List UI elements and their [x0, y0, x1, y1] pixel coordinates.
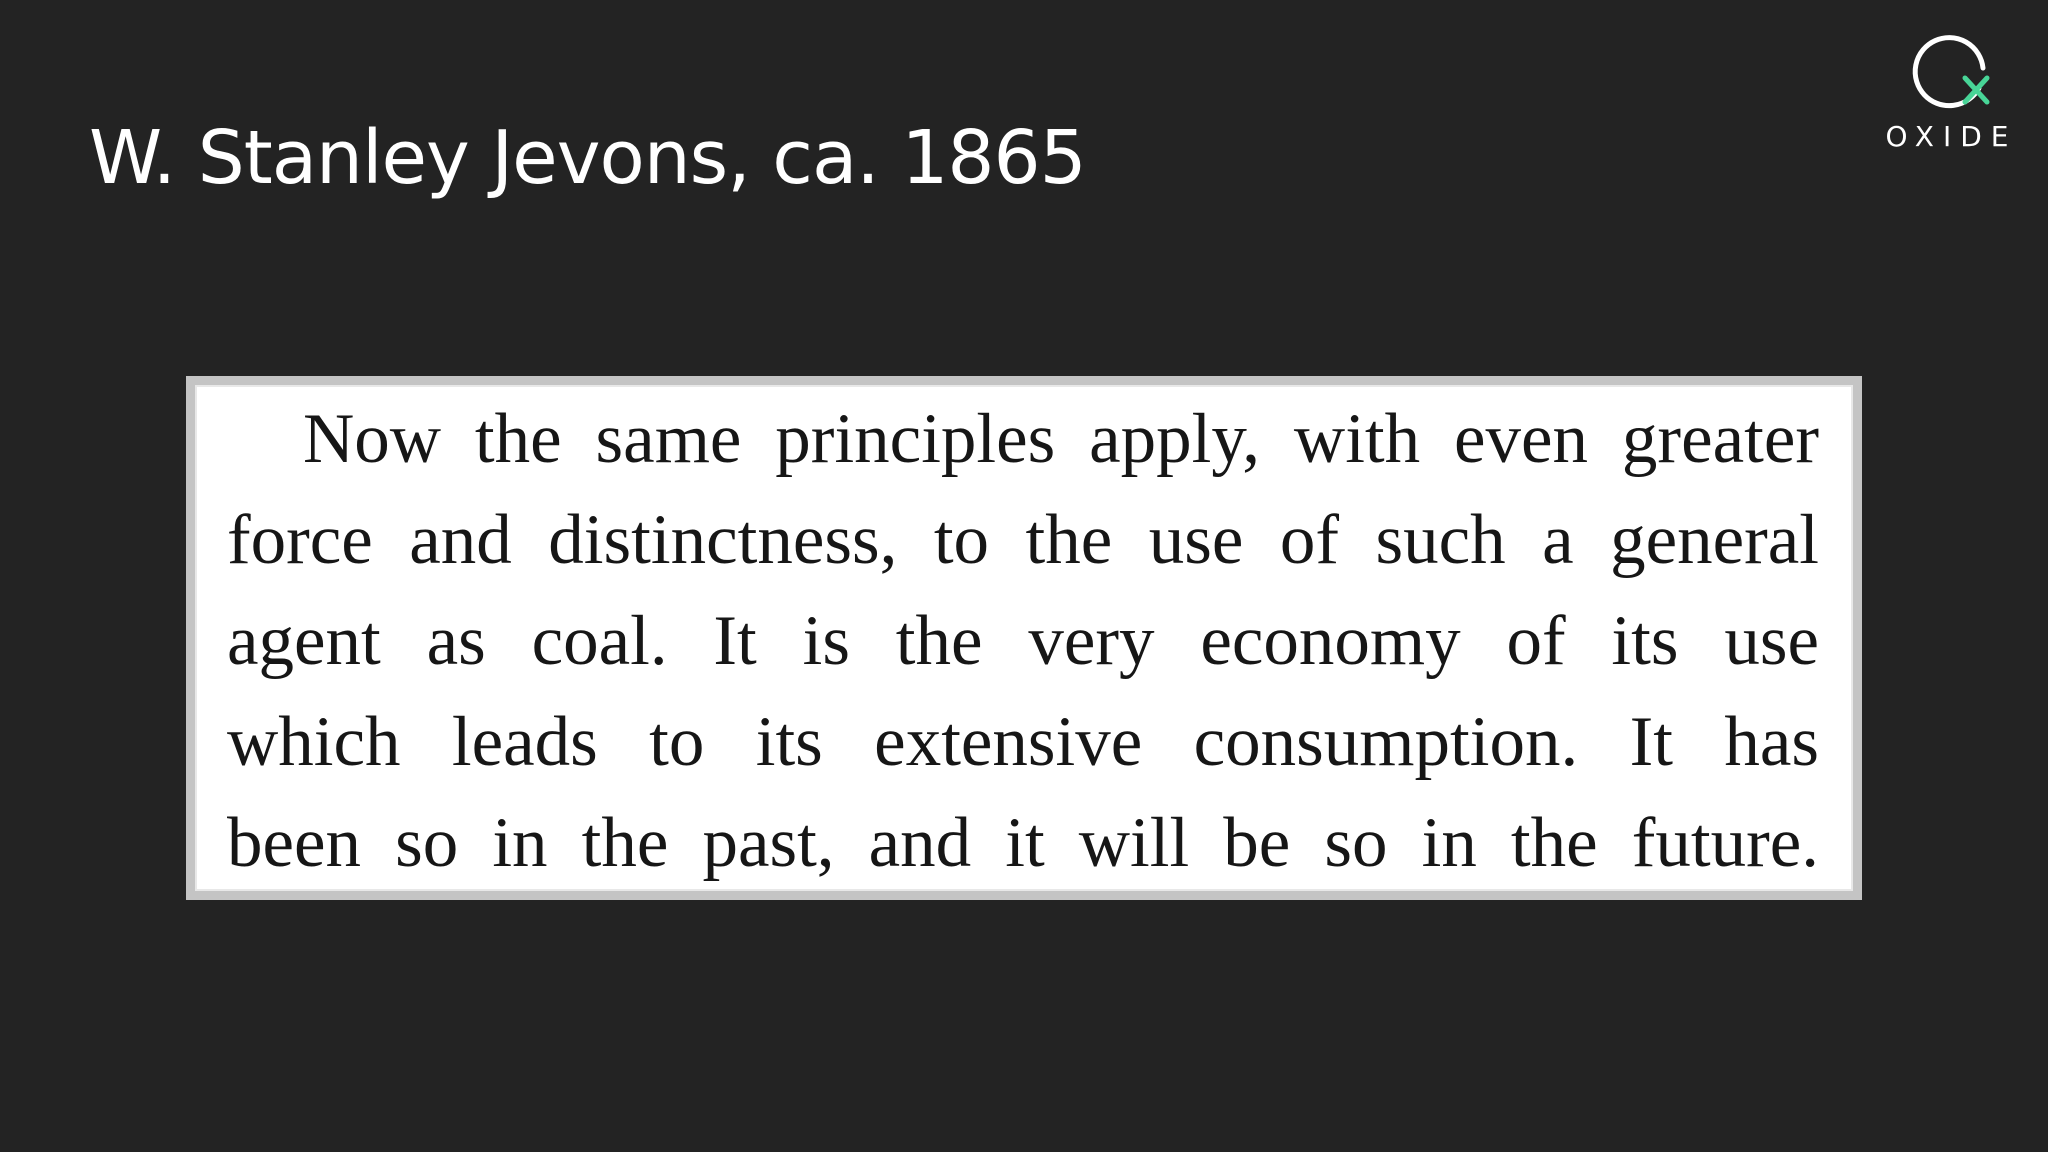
quote-line: been so in the past, and it will be so in the future. [227, 804, 1819, 882]
quote-line: force and distinctness, to the use of such a general [227, 501, 1819, 579]
quote-line: Now the same principles apply, with even greater [303, 400, 1819, 478]
logo-wordmark: OXIDE [1885, 120, 2018, 153]
quote-line: which leads to its extensive consumption. It has [227, 703, 1819, 781]
oxide-logo [1872, 30, 2022, 160]
quote-excerpt-image [186, 376, 1862, 900]
quote-line: agent as coal. It is the very economy of its use [227, 602, 1819, 680]
slide-title: W. Stanley Jevons, ca. 1865 [89, 115, 1086, 201]
oxide-logo-icon [1909, 30, 1993, 114]
quote-text [227, 389, 1819, 894]
